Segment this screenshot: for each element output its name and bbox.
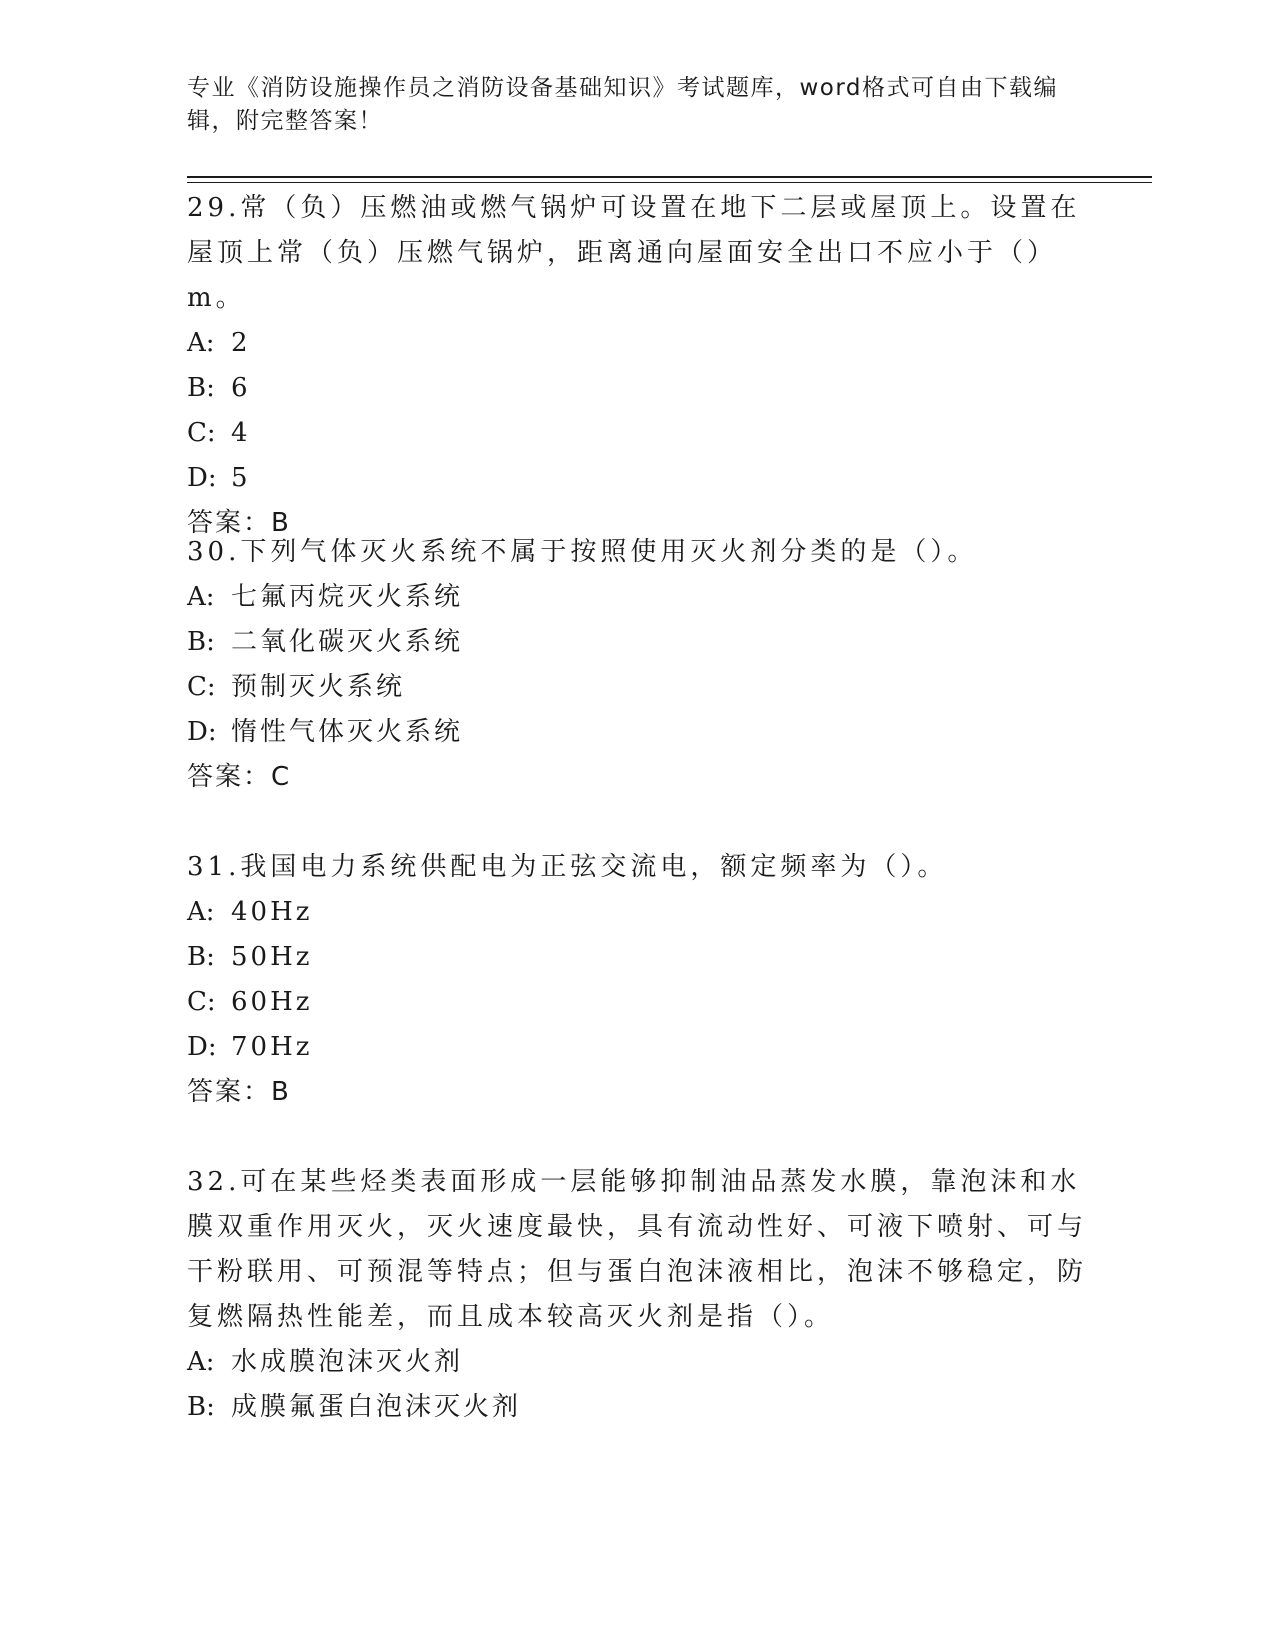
option-letter: A: — [187, 897, 215, 927]
option-text: 水成膜泡沫灭火剂 — [231, 1347, 464, 1377]
option-b — [187, 366, 1087, 411]
question-text: 32.可在某些烃类表面形成一层能够抑制油品蒸发水膜，靠泡沫和水膜双重作用灭火，灭火速度最快，具有流动性好、可液下喷射、可与干粉联用、可预混等特点；但与蛋白泡沫液相比，泡沫不够稳定，防复燃隔热性能差，而且成本较高灭火剂是指（）。 — [187, 1167, 1088, 1332]
option-a — [187, 575, 1087, 620]
option-letter: C: — [187, 672, 216, 702]
option-letter: D: — [187, 463, 217, 493]
option-text: 2 — [231, 328, 251, 358]
option-letter: A: — [187, 328, 215, 358]
option-letter: D: — [187, 717, 217, 747]
option-text: 5 — [231, 463, 251, 493]
answer-line: 答案：C — [187, 762, 292, 792]
answer-line: 答案：B — [187, 1077, 291, 1107]
option-text: 6 — [231, 373, 251, 403]
option-c — [187, 980, 1087, 1025]
option-text: 二氧化碳灭火系统 — [231, 627, 464, 657]
option-letter: B: — [187, 1392, 215, 1422]
header-divider-thick — [187, 176, 1152, 178]
option-text: 40Hz — [231, 897, 313, 927]
question-29 — [187, 186, 1087, 546]
option-d — [187, 1025, 1087, 1070]
answer-line: 答案：B — [187, 508, 291, 538]
question-31 — [187, 845, 1087, 1115]
option-a — [187, 890, 1087, 935]
question-text: 30.下列气体灭火系统不属于按照使用灭火剂分类的是（）。 — [187, 537, 978, 567]
option-text: 成膜氟蛋白泡沫灭火剂 — [231, 1392, 522, 1422]
option-text: 50Hz — [231, 942, 313, 972]
option-a — [187, 1340, 1087, 1385]
option-b — [187, 1385, 1087, 1430]
option-letter: B: — [187, 942, 215, 972]
option-d — [187, 456, 1087, 501]
header-divider-thin — [187, 182, 1152, 183]
option-letter: B: — [187, 373, 215, 403]
option-letter: A: — [187, 582, 215, 612]
option-letter: C: — [187, 987, 216, 1017]
option-letter: A: — [187, 1347, 215, 1377]
option-d — [187, 710, 1087, 755]
question-text: 31.我国电力系统供配电为正弦交流电，额定频率为（）。 — [187, 852, 948, 882]
option-a — [187, 321, 1087, 366]
option-b — [187, 935, 1087, 980]
option-c — [187, 411, 1087, 456]
option-letter: B: — [187, 627, 215, 657]
option-text: 70Hz — [231, 1032, 313, 1062]
question-30 — [187, 530, 1087, 800]
document-header: 专业《消防设施操作员之消防设备基础知识》考试题库，word格式可自由下载编辑，附完整答案！ — [187, 75, 1059, 134]
question-32 — [187, 1160, 1087, 1430]
question-text: 29.常（负）压燃油或燃气锅炉可设置在地下二层或屋顶上。设置在屋顶上常（负）压燃气锅炉，距离通向屋面安全出口不应小于（）m。 — [187, 193, 1081, 313]
option-b — [187, 620, 1087, 665]
option-c — [187, 665, 1087, 710]
option-text: 60Hz — [231, 987, 313, 1017]
option-text: 预制灭火系统 — [231, 672, 406, 702]
option-letter: C: — [187, 418, 216, 448]
option-text: 惰性气体灭火系统 — [231, 717, 464, 747]
option-text: 4 — [231, 418, 251, 448]
option-letter: D: — [187, 1032, 217, 1062]
option-text: 七氟丙烷灭火系统 — [231, 582, 464, 612]
